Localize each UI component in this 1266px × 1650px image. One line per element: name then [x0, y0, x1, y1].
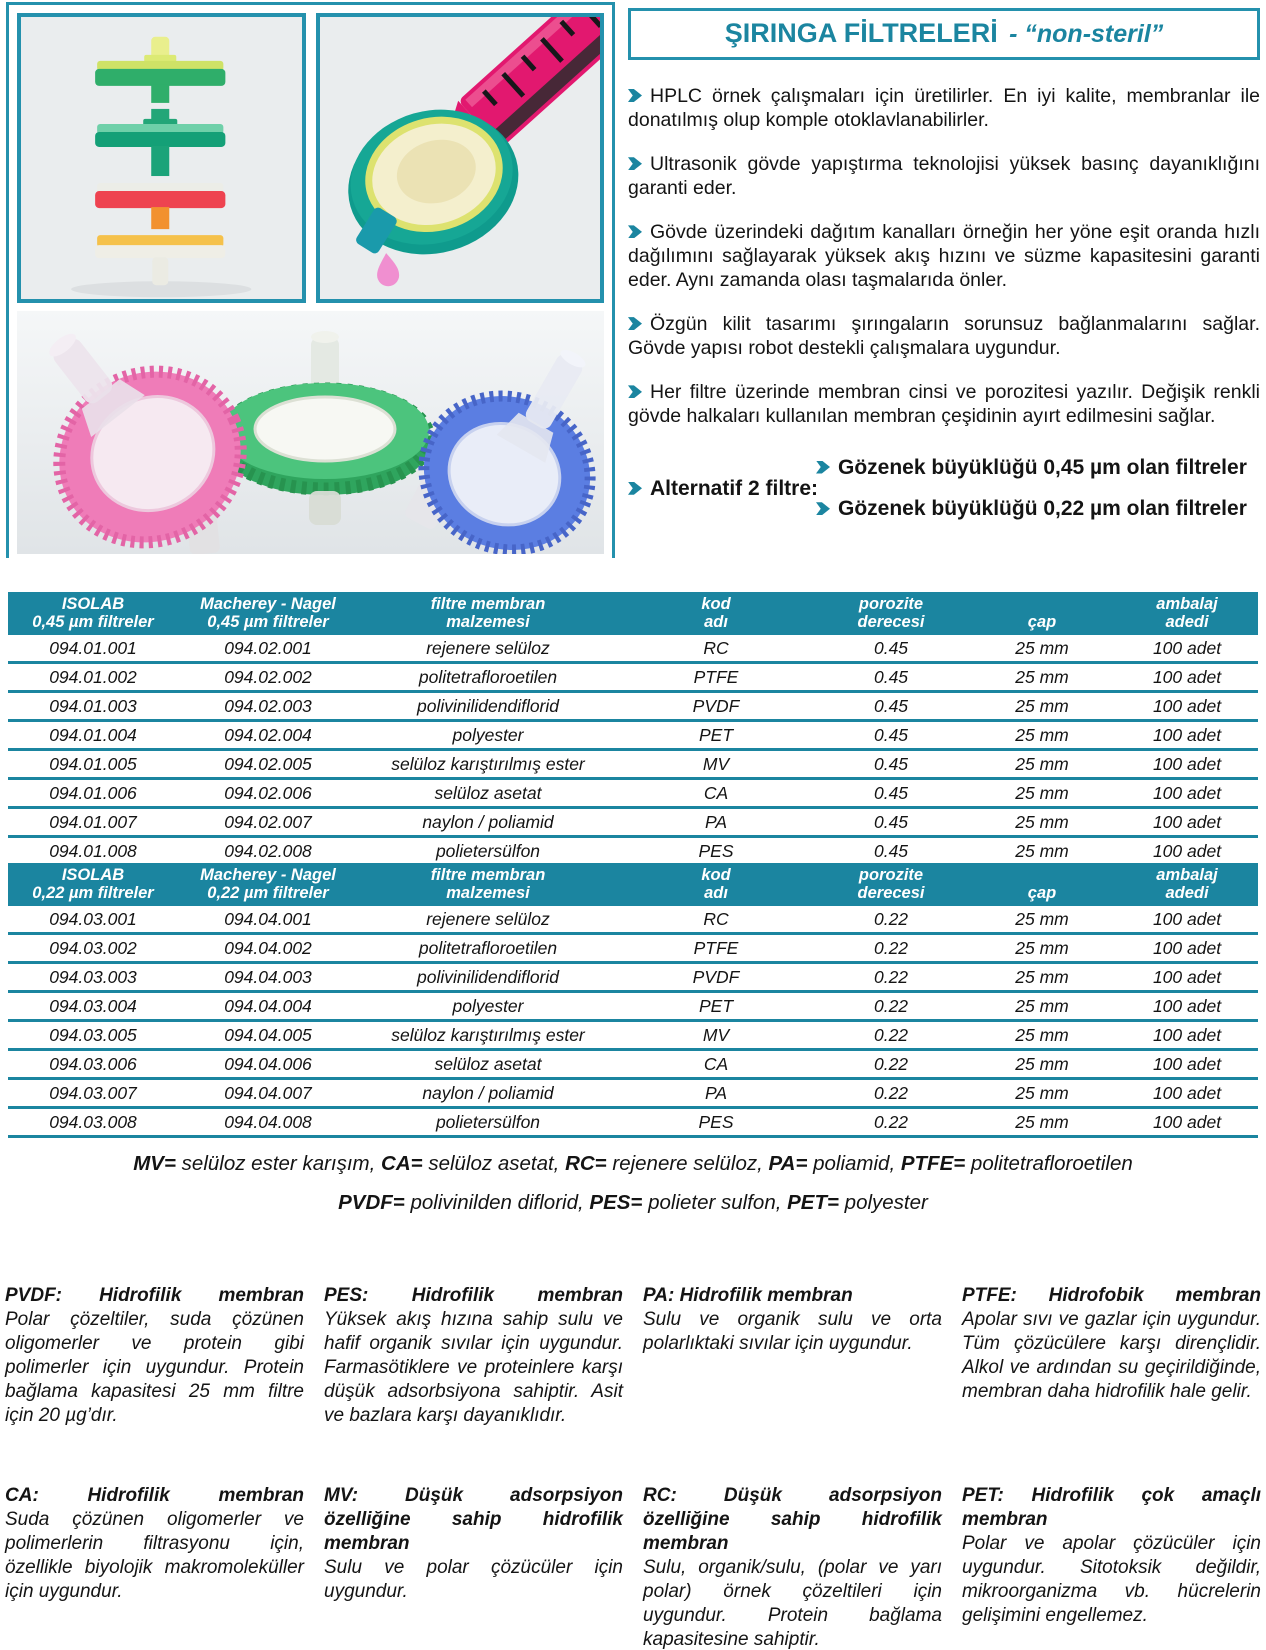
membrane-note-body: Polar ve apolar çözücüler için uygundur. Sitotoksik değildir, mikroorganizma vb. hücrelerin gelişimini engellemez. — [962, 1532, 1261, 1626]
product-cell: 0.45 — [814, 663, 968, 692]
alternative-option: Gözenek büyüklüğü 0,22 µm olan filtreler — [816, 497, 1260, 522]
membrane-notes-grid — [5, 1284, 1261, 1650]
column-header: çap — [968, 863, 1116, 906]
product-cell: 094.02.004 — [178, 721, 358, 750]
product-cell: PTFE — [618, 934, 814, 963]
product-row — [8, 963, 1258, 992]
product-cell: MV — [618, 1021, 814, 1050]
membrane-note-title: PES: Hidrofilik membran — [324, 1285, 623, 1306]
product-cell: PTFE — [618, 663, 814, 692]
product-cell: selüloz karıştırılmış ester — [358, 750, 618, 779]
product-cell: 094.02.001 — [178, 635, 358, 663]
arrow-icon — [816, 461, 830, 474]
abbreviation-legend — [0, 1152, 1266, 1229]
product-cell: 25 mm — [968, 635, 1116, 663]
product-cell: 094.04.008 — [178, 1108, 358, 1137]
membrane-note-body: Yüksek akış hızına sahip sulu ve hafif organik sıvılar için uygundur. Farmasötiklere ve proteinlere karşı düşük adsorbsiyona sahiptir. Asit ve bazlara karşı dayanıklıdır. — [324, 1308, 623, 1426]
product-cell: polivinilidendiflorid — [358, 692, 618, 721]
product-cell: 25 mm — [968, 808, 1116, 837]
product-cell: polietersülfon — [358, 837, 618, 866]
product-cell: 094.02.005 — [178, 750, 358, 779]
product-row — [8, 906, 1258, 934]
product-cell: 094.03.003 — [8, 963, 178, 992]
product-cell: 100 adet — [1116, 663, 1258, 692]
product-cell: 0.22 — [814, 963, 968, 992]
column-header: ISOLAB 0,22 µm filtreler — [8, 863, 178, 906]
page-title: ŞIRINGA FİLTRELERİ — [724, 18, 998, 48]
page-title-box — [628, 8, 1260, 60]
column-header: çap — [968, 592, 1116, 635]
membrane-note-ptfe — [962, 1284, 1261, 1484]
product-cell: PVDF — [618, 692, 814, 721]
product-cell: rejenere selüloz — [358, 906, 618, 934]
product-cell: polietersülfon — [358, 1108, 618, 1137]
product-cell: PA — [618, 808, 814, 837]
product-cell: 094.01.004 — [8, 721, 178, 750]
product-cell: 25 mm — [968, 1021, 1116, 1050]
product-cell: 0.45 — [814, 692, 968, 721]
product-cell: 100 adet — [1116, 1050, 1258, 1079]
product-cell: 0.22 — [814, 1050, 968, 1079]
product-cell: 094.02.002 — [178, 663, 358, 692]
product-row — [8, 750, 1258, 779]
product-cell: rejenere selüloz — [358, 635, 618, 663]
product-cell: 0.45 — [814, 837, 968, 866]
product-cell: polyester — [358, 721, 618, 750]
alternative-label: Alternatif 2 filtre: — [628, 477, 816, 501]
product-cell: 0.22 — [814, 906, 968, 934]
membrane-note-pes — [324, 1284, 623, 1484]
product-cell: 094.02.007 — [178, 808, 358, 837]
arrow-icon — [816, 502, 830, 515]
photo-row — [17, 13, 604, 303]
legend-line-2: PVDF= polivinilden diflorid, PES= polieter sulfon, PET= polyester — [338, 1190, 928, 1214]
membrane-note-rc — [643, 1484, 942, 1650]
product-row — [8, 837, 1258, 866]
product-row — [8, 635, 1258, 663]
product-cell: 094.04.007 — [178, 1079, 358, 1108]
product-cell: naylon / poliamid — [358, 1079, 618, 1108]
product-cell: RC — [618, 635, 814, 663]
intro-column — [628, 8, 1260, 522]
product-cell: 0.22 — [814, 934, 968, 963]
membrane-note-pa — [643, 1284, 942, 1484]
membrane-note-title: CA: Hidrofilik membran — [5, 1485, 304, 1506]
product-cell: 094.03.005 — [8, 1021, 178, 1050]
product-cell: 094.03.004 — [8, 992, 178, 1021]
product-cell: 100 adet — [1116, 808, 1258, 837]
product-cell: PET — [618, 721, 814, 750]
product-cell: PA — [618, 1079, 814, 1108]
product-cell: 094.02.006 — [178, 779, 358, 808]
membrane-note-body: Apolar sıvı ve gazlar için uygundur. Tüm çözücülere karşı dirençlidir. Alkol ve ardından su geçirildiğinde, membran daha hidrofilik hale gelir. — [962, 1308, 1261, 1402]
membrane-note-body: Sulu ve organik sulu ve orta polarlıktaki sıvılar için uygundur. — [643, 1308, 942, 1354]
page-subtitle-text: - “non-steril” — [1009, 20, 1164, 48]
product-cell: 094.01.007 — [8, 808, 178, 837]
table-header-row — [8, 863, 1258, 906]
product-cell: 094.01.008 — [8, 837, 178, 866]
product-cell: 0.22 — [814, 1108, 968, 1137]
stacked-filters-illustration — [21, 17, 302, 299]
product-cell: 100 adet — [1116, 906, 1258, 934]
product-row — [8, 1050, 1258, 1079]
product-cell: 094.02.003 — [178, 692, 358, 721]
product-cell: 0.45 — [814, 808, 968, 837]
product-cell: selüloz asetat — [358, 779, 618, 808]
membrane-note-title: MV: Düşük adsorpsiyon özelliğine sahip hidrofilik membran — [324, 1485, 623, 1554]
membrane-note-pet — [962, 1484, 1261, 1650]
product-cell: 094.03.002 — [8, 934, 178, 963]
column-header: ISOLAB 0,45 µm filtreler — [8, 592, 178, 635]
product-cell: 25 mm — [968, 663, 1116, 692]
membrane-note-title: PET: Hidrofilik çok amaçlı membran — [962, 1485, 1261, 1530]
membrane-note-mv — [324, 1484, 623, 1650]
product-cell: CA — [618, 1050, 814, 1079]
product-cell: 094.01.006 — [8, 779, 178, 808]
product-cell: politetrafloroetilen — [358, 663, 618, 692]
product-cell: 094.04.003 — [178, 963, 358, 992]
product-cell: 100 adet — [1116, 1079, 1258, 1108]
product-cell: 094.03.006 — [8, 1050, 178, 1079]
alternative-options — [816, 456, 1260, 523]
alternative-filters — [628, 456, 1260, 523]
product-cell: 094.04.005 — [178, 1021, 358, 1050]
product-row — [8, 692, 1258, 721]
product-cell: 094.01.003 — [8, 692, 178, 721]
product-cell: 094.03.007 — [8, 1079, 178, 1108]
membrane-note-pvdf — [5, 1284, 304, 1484]
feature-bullet: HPLC örnek çalışmaları için üretilirler. En iyi kalite, membranlar ile donatılmış olup komple otoklavlanabilirler. — [628, 85, 1260, 131]
product-cell: 0.45 — [814, 635, 968, 663]
stacked-filters-photo — [17, 13, 306, 303]
product-row — [8, 808, 1258, 837]
product-cell: 100 adet — [1116, 992, 1258, 1021]
column-header: kod adı — [618, 592, 814, 635]
product-cell: 0.22 — [814, 992, 968, 1021]
legend-line-1: MV= selüloz ester karışım, CA= selüloz asetat, RC= rejenere selüloz, PA= poliamid, PTFE= politetrafloroetilen — [133, 1152, 1133, 1175]
column-header: porozite derecesi — [814, 592, 968, 635]
column-header: kod adı — [618, 863, 814, 906]
product-cell: 100 adet — [1116, 721, 1258, 750]
product-cell: 094.02.008 — [178, 837, 358, 866]
column-header: filtre membran malzemesi — [358, 863, 618, 906]
feature-bullet: Özgün kilit tasarımı şırıngaların sorunsuz bağlanmalarını sağlar. Gövde yapısı robot destekli çalışmalara uygundur. — [628, 313, 1260, 359]
column-header: porozite derecesi — [814, 863, 968, 906]
product-cell: CA — [618, 779, 814, 808]
product-cell: 25 mm — [968, 779, 1116, 808]
membrane-note-title: PA: Hidrofilik membran — [643, 1285, 853, 1306]
product-cell: 25 mm — [968, 692, 1116, 721]
product-cell: 100 adet — [1116, 1021, 1258, 1050]
three-filters-illustration — [17, 311, 604, 554]
product-cell: selüloz karıştırılmış ester — [358, 1021, 618, 1050]
arrow-icon — [628, 225, 642, 238]
product-cell: 094.04.004 — [178, 992, 358, 1021]
product-cell: 094.04.002 — [178, 934, 358, 963]
filters-045-table — [8, 592, 1258, 867]
membrane-note-body: Sulu ve polar çözücüler için uygundur. — [324, 1556, 623, 1602]
product-cell: PES — [618, 837, 814, 866]
column-header: Macherey - Nagel 0,45 µm filtreler — [178, 592, 358, 635]
membrane-note-title: PTFE: Hidrofobik membran — [962, 1285, 1261, 1306]
product-cell: 25 mm — [968, 963, 1116, 992]
product-cell: 094.04.001 — [178, 906, 358, 934]
product-row — [8, 934, 1258, 963]
alternative-option: Gözenek büyüklüğü 0,45 µm olan filtreler — [816, 456, 1260, 481]
product-cell: 0.45 — [814, 721, 968, 750]
membrane-note-title: RC: Düşük adsorpsiyon özelliğine sahip hidrofilik membran — [643, 1485, 942, 1554]
three-filters-photo — [17, 311, 604, 554]
arrow-icon — [628, 157, 642, 170]
product-row — [8, 992, 1258, 1021]
product-cell: 100 adet — [1116, 750, 1258, 779]
product-row — [8, 663, 1258, 692]
product-cell: 100 adet — [1116, 934, 1258, 963]
product-cell: 094.03.001 — [8, 906, 178, 934]
feature-bullet: Ultrasonik gövde yapıştırma teknolojisi yüksek basınç dayanıklığını garanti eder. — [628, 153, 1260, 199]
feature-bullet: Her filtre üzerinde membran cinsi ve porozitesi yazılır. Değişik renkli gövde halkaları kullanılan membran çeşidinin ayırt edilmesini sağlar. — [628, 381, 1260, 427]
product-cell: 25 mm — [968, 1079, 1116, 1108]
photo-collage — [6, 2, 615, 558]
product-cell: 25 mm — [968, 1050, 1116, 1079]
product-cell: 100 adet — [1116, 692, 1258, 721]
product-cell: 25 mm — [968, 906, 1116, 934]
product-cell: selüloz asetat — [358, 1050, 618, 1079]
arrow-icon — [628, 317, 642, 330]
column-header: Macherey - Nagel 0,22 µm filtreler — [178, 863, 358, 906]
product-cell: RC — [618, 906, 814, 934]
product-cell: 0.22 — [814, 1021, 968, 1050]
product-cell: PES — [618, 1108, 814, 1137]
membrane-note-body: Polar çözeltiler, suda çözünen oligomerler ve protein gibi polimerler için uygundur. Protein bağlama kapasitesi 25 mm filtre için 20 µg’dır. — [5, 1308, 304, 1426]
syringe-filter-illustration — [320, 17, 601, 299]
membrane-note-body: Suda çözünen oligomerler ve polimerlerin filtrasyonu için, özellikle biyolojik makromoleküller için uygundur. — [5, 1508, 304, 1602]
membrane-note-ca — [5, 1484, 304, 1650]
product-cell: polyester — [358, 992, 618, 1021]
product-cell: 100 adet — [1116, 1108, 1258, 1137]
membrane-note-body: Sulu, organik/sulu, (polar ve yarı polar) örnek çözeltileri için uygundur. Protein bağlama kapasitesine sahiptir. — [643, 1556, 942, 1650]
product-row — [8, 721, 1258, 750]
product-cell: MV — [618, 750, 814, 779]
product-row — [8, 1108, 1258, 1137]
column-header: filtre membran malzemesi — [358, 592, 618, 635]
product-cell: 094.01.002 — [8, 663, 178, 692]
column-header: ambalaj adedi — [1116, 592, 1258, 635]
product-cell: 094.01.005 — [8, 750, 178, 779]
arrow-icon — [628, 385, 642, 398]
product-cell: naylon / poliamid — [358, 808, 618, 837]
product-cell: 25 mm — [968, 1108, 1116, 1137]
syringe-filter-photo — [316, 13, 605, 303]
product-cell: 100 adet — [1116, 635, 1258, 663]
filters-022-table — [8, 863, 1258, 1138]
product-cell: 094.01.001 — [8, 635, 178, 663]
product-cell: 25 mm — [968, 992, 1116, 1021]
table-header-row — [8, 592, 1258, 635]
product-row — [8, 1021, 1258, 1050]
product-cell: PET — [618, 992, 814, 1021]
product-cell: 100 adet — [1116, 779, 1258, 808]
product-cell: 0.45 — [814, 750, 968, 779]
product-cell: 094.04.006 — [178, 1050, 358, 1079]
product-row — [8, 779, 1258, 808]
product-cell: 0.22 — [814, 1079, 968, 1108]
product-cell: 0.45 — [814, 779, 968, 808]
column-header: ambalaj adedi — [1116, 863, 1258, 906]
product-cell: 100 adet — [1116, 963, 1258, 992]
product-cell: 25 mm — [968, 721, 1116, 750]
product-cell: 25 mm — [968, 837, 1116, 866]
product-cell: politetrafloroetilen — [358, 934, 618, 963]
feature-bullet: Gövde üzerindeki dağıtım kanalları örneğin her yöne eşit oranda hızlı dağılımını sağlayarak yüksek akış hızını ve süzme kapasitesini garanti eder. Aynı zamanda olası taşmalarıda önler. — [628, 221, 1260, 291]
arrow-icon — [628, 482, 642, 495]
product-cell: 094.03.008 — [8, 1108, 178, 1137]
product-cell: 25 mm — [968, 750, 1116, 779]
product-cell: 100 adet — [1116, 837, 1258, 866]
arrow-icon — [628, 89, 642, 102]
product-cell: polivinilidendiflorid — [358, 963, 618, 992]
product-cell: 25 mm — [968, 934, 1116, 963]
product-cell: PVDF — [618, 963, 814, 992]
feature-bullets — [628, 85, 1260, 429]
product-row — [8, 1079, 1258, 1108]
membrane-note-title: PVDF: Hidrofilik membran — [5, 1285, 304, 1306]
